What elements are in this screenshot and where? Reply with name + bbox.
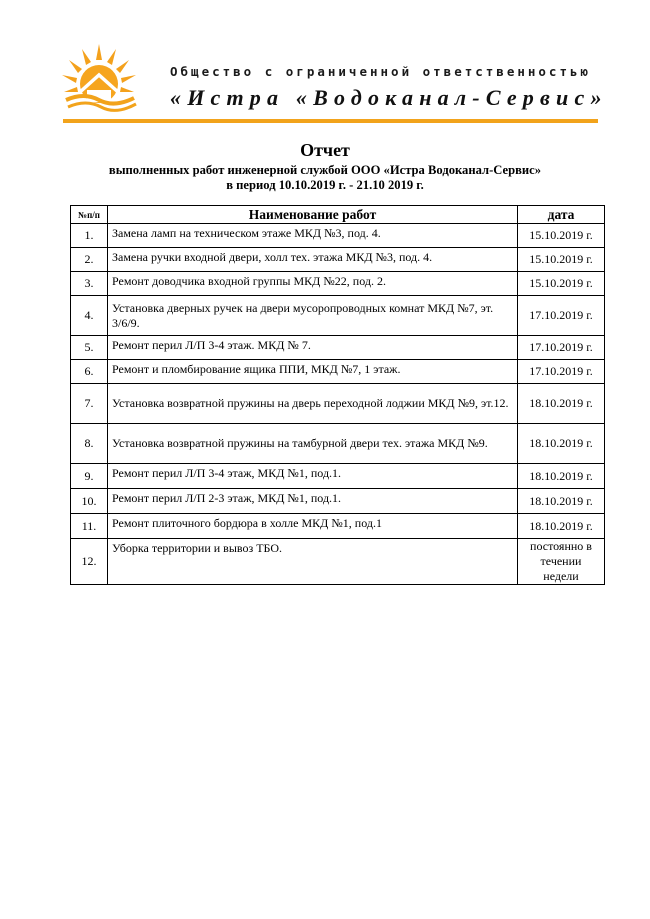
- row-date: 17.10.2019 г.: [518, 336, 605, 360]
- row-num: 4.: [71, 296, 108, 336]
- row-work: Установка возвратной пружины на дверь переходной лоджии МКД №9, эт.12.: [108, 384, 518, 424]
- row-num: 2.: [71, 248, 108, 272]
- table-row: [71, 248, 605, 272]
- row-work: Установка дверных ручек на двери мусоропроводных комнат МКД №7, эт. 3/6/9.: [108, 296, 518, 336]
- header-name: Наименование работ: [108, 206, 518, 224]
- row-num: 7.: [71, 384, 108, 424]
- row-num: 6.: [71, 360, 108, 384]
- row-num: 9.: [71, 464, 108, 489]
- row-work: Ремонт перил Л/П 3-4 этаж. МКД № 7.: [108, 336, 518, 360]
- table-row: [71, 336, 605, 360]
- table-row: [71, 514, 605, 539]
- row-num: 5.: [71, 336, 108, 360]
- row-num: 1.: [71, 224, 108, 248]
- row-date: 15.10.2019 г.: [518, 248, 605, 272]
- table-row: [71, 489, 605, 514]
- report-period: в период 10.10.2019 г. - 21.10 2019 г.: [226, 178, 424, 192]
- row-work: Замена ламп на техническом этаже МКД №3, под. 4.: [108, 224, 518, 248]
- header-num: №п/п: [71, 206, 108, 224]
- row-num: 11.: [71, 514, 108, 539]
- row-num: 8.: [71, 424, 108, 464]
- table-row: [71, 539, 605, 585]
- row-date: 15.10.2019 г.: [518, 272, 605, 296]
- header-divider: [63, 119, 598, 123]
- row-date: 18.10.2019 г.: [518, 384, 605, 424]
- row-work: Уборка территории и вывоз ТБО.: [108, 539, 518, 585]
- row-work: Ремонт и пломбирование ящика ППИ, МКД №7, 1 этаж.: [108, 360, 518, 384]
- row-date: постоянно в течении недели: [518, 539, 605, 585]
- row-work: Ремонт перил Л/П 3-4 этаж, МКД №1, под.1.: [108, 464, 518, 489]
- table-row: [71, 464, 605, 489]
- table-row: [71, 272, 605, 296]
- row-work: Ремонт плиточного бордюра в холле МКД №1, под.1: [108, 514, 518, 539]
- table-row: [71, 224, 605, 248]
- row-num: 3.: [71, 272, 108, 296]
- organization-name: «Истра «Водоканал-Сервис»: [170, 85, 608, 110]
- header-date: дата: [518, 206, 605, 224]
- row-date: 18.10.2019 г.: [518, 514, 605, 539]
- row-date: 15.10.2019 г.: [518, 224, 605, 248]
- table-row: [71, 424, 605, 464]
- table-row: [71, 360, 605, 384]
- row-date: 18.10.2019 г.: [518, 464, 605, 489]
- row-date: 18.10.2019 г.: [518, 489, 605, 514]
- row-work: Установка возвратной пружины на тамбурной двери тех. этажа МКД №9.: [108, 424, 518, 464]
- table-row: [71, 296, 605, 336]
- row-num: 10.: [71, 489, 108, 514]
- row-work: Ремонт доводчика входной группы МКД №22, под. 2.: [108, 272, 518, 296]
- table-header-row: [71, 206, 605, 224]
- company-logo: [60, 42, 138, 114]
- works-table: [70, 205, 605, 585]
- row-date: 17.10.2019 г.: [518, 360, 605, 384]
- organization-form: Общество с ограниченной ответственностью: [170, 64, 592, 79]
- row-date: 18.10.2019 г.: [518, 424, 605, 464]
- report-title: Отчет: [300, 140, 350, 160]
- row-work: Ремонт перил Л/П 2-3 этаж, МКД №1, под.1.: [108, 489, 518, 514]
- row-num: 12.: [71, 539, 108, 585]
- row-date: 17.10.2019 г.: [518, 296, 605, 336]
- row-work: Замена ручки входной двери, холл тех. этажа МКД №3, под. 4.: [108, 248, 518, 272]
- report-subtitle: выполненных работ инженерной службой ООО «Истра Водоканал-Сервис»: [108, 163, 542, 177]
- table-row: [71, 384, 605, 424]
